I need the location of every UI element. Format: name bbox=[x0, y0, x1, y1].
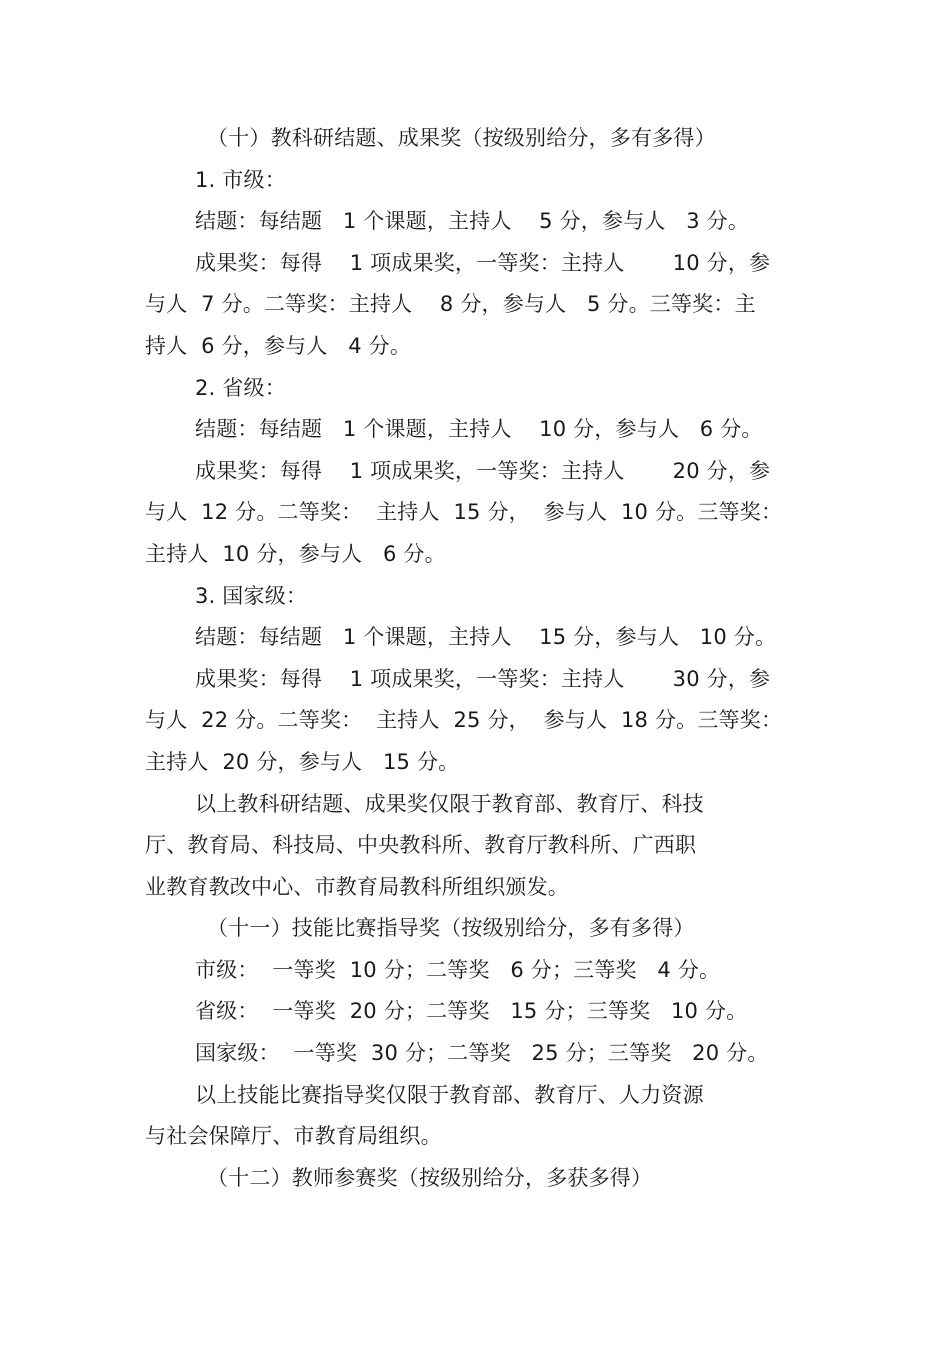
paragraph-line: 结题：每结题 1 个课题，主持人 5 分，参与人 3 分。 bbox=[195, 209, 750, 234]
paragraph-line: 主持人 20 分，参与人 15 分。 bbox=[145, 749, 460, 774]
paragraph-line: 国家级： 一等奖 30 分；二等奖 25 分；三等奖 20 分。 bbox=[195, 1041, 769, 1066]
paragraph-line: 以上技能比赛指导奖仅限于教育部、教育厅、人力资源 bbox=[195, 1082, 704, 1107]
paragraph-line: 以上教科研结题、成果奖仅限于教育部、教育厅、科技 bbox=[195, 791, 704, 816]
paragraph-line: 市级： 一等奖 10 分；二等奖 6 分；三等奖 4 分。 bbox=[195, 957, 721, 982]
paragraph-line: 与人 12 分。二等奖： 主持人 15 分， 参与人 10 分。三等奖： bbox=[145, 500, 783, 525]
subheading-national-level: 3. 国家级： bbox=[195, 583, 308, 608]
paragraph-line: 结题：每结题 1 个课题，主持人 10 分，参与人 6 分。 bbox=[195, 417, 763, 442]
document-body bbox=[145, 118, 810, 1199]
section-heading-12: （十二）教师参赛奖（按级别给分，多获多得） bbox=[207, 1165, 653, 1190]
paragraph-line: 厅、教育局、科技局、中央教科所、教育厅教科所、广西职 bbox=[145, 833, 697, 858]
subheading-city-level: 1. 市级： bbox=[195, 167, 286, 192]
paragraph-line: 结题：每结题 1 个课题，主持人 15 分，参与人 10 分。 bbox=[195, 625, 777, 650]
paragraph-line: 持人 6 分，参与人 4 分。 bbox=[145, 333, 412, 358]
section-heading-10: （十）教科研结题、成果奖（按级别给分，多有多得） bbox=[207, 126, 716, 150]
paragraph-line: 主持人 10 分，参与人 6 分。 bbox=[145, 541, 446, 566]
paragraph-line: 与人 22 分。二等奖： 主持人 25 分， 参与人 18 分。三等奖： bbox=[145, 708, 783, 733]
paragraph-line: 业教育教改中心、市教育局教科所组织颁发。 bbox=[145, 874, 569, 899]
section-heading-11: （十一）技能比赛指导奖（按级别给分，多有多得） bbox=[207, 916, 695, 941]
paragraph-line: 省级： 一等奖 20 分；二等奖 15 分；三等奖 10 分。 bbox=[195, 999, 748, 1024]
subheading-province-level: 2. 省级： bbox=[195, 375, 286, 400]
paragraph-line: 与社会保障厅、市教育局组织。 bbox=[145, 1124, 442, 1149]
paragraph-line: 与人 7 分。二等奖：主持人 8 分，参与人 5 分。三等奖：主 bbox=[145, 292, 756, 317]
paragraph-line: 成果奖：每得 1 项成果奖，一等奖：主持人 10 分，参 bbox=[195, 250, 771, 275]
paragraph-line: 成果奖：每得 1 项成果奖，一等奖：主持人 30 分，参 bbox=[195, 666, 771, 691]
paragraph-line: 成果奖：每得 1 项成果奖，一等奖：主持人 20 分，参 bbox=[195, 458, 771, 483]
